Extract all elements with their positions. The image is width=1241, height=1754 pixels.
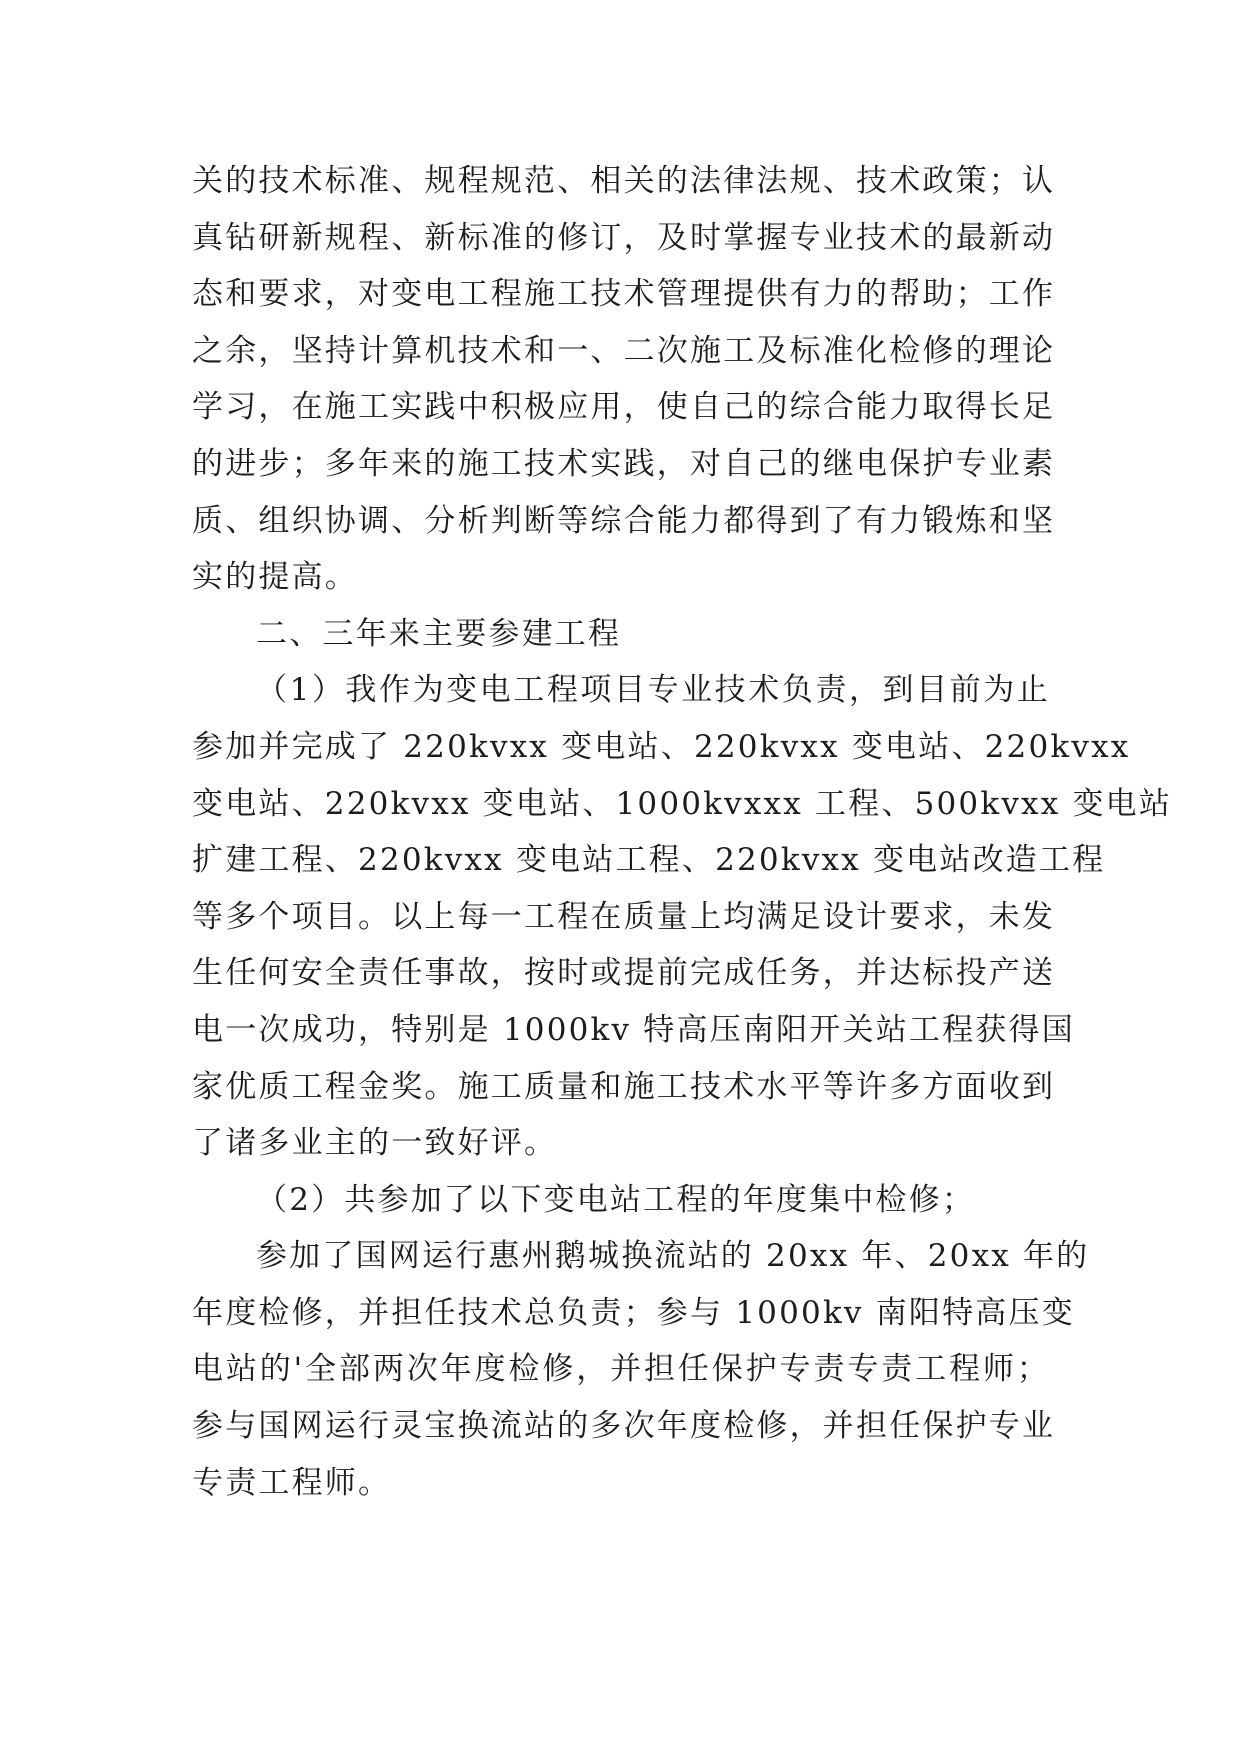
document-body xyxy=(192,153,1173,1511)
text-line: 关的技术标准、规程规范、相关的法律法规、技术政策；认 xyxy=(192,163,1056,199)
text-line: 变电站、220kvxx 变电站、1000kvxxx 工程、500kvxx 变电站 xyxy=(192,785,1173,822)
text-line: 参与国网运行灵宝换流站的多次年度检修，并担任保护专业 xyxy=(192,1408,1056,1445)
text-line: 态和要求，对变电工程施工技术管理提供有力的帮助；工作 xyxy=(192,276,1056,313)
text-line: 电站的'全部两次年度检修，并担任保护专责专责工程师； xyxy=(192,1351,1050,1388)
text-line: 的进步；多年来的施工技术实践，对自己的继电保护专业素 xyxy=(192,445,1056,482)
text-line: 专责工程师。 xyxy=(192,1464,392,1501)
text-line: （2）共参加了以下变电站工程的年度集中检修； xyxy=(256,1181,976,1218)
text-line: 等多个项目。以上每一工程在质量上均满足设计要求，未发 xyxy=(192,898,1056,935)
text-line: 真钻研新规程、新标准的修订，及时掌握专业技术的最新动 xyxy=(192,219,1056,256)
text-line: 二、三年来主要参建工程 xyxy=(256,615,622,652)
text-line: 扩建工程、220kvxx 变电站工程、220kvxx 变电站改造工程 xyxy=(192,842,1106,879)
text-line: 实的提高。 xyxy=(192,559,358,596)
text-line: 电一次成功，特别是 1000kv 特高压南阳开关站工程获得国 xyxy=(192,1011,1075,1048)
text-line: 之余，坚持计算机技术和一、二次施工及标准化检修的理论 xyxy=(192,332,1056,369)
text-line: （1）我作为变电工程项目专业技术负责，到目前为止 xyxy=(256,672,1050,709)
text-line: 参加了国网运行惠州鹅城换流站的 20xx 年、20xx 年的 xyxy=(256,1238,1090,1275)
text-line: 学习，在施工实践中积极应用，使自己的综合能力取得长足 xyxy=(192,389,1056,426)
text-line: 家优质工程金奖。施工质量和施工技术水平等许多方面收到 xyxy=(192,1068,1056,1105)
text-line: 年度检修，并担任技术总负责；参与 1000kv 南阳特高压变 xyxy=(192,1294,1075,1331)
text-line: 参加并完成了 220kvxx 变电站、220kvxx 变电站、220kvxx xyxy=(192,728,1131,765)
text-line: 生任何安全责任事故，按时或提前完成任务，并达标投产送 xyxy=(192,955,1056,992)
text-line: 了诸多业主的一致好评。 xyxy=(192,1125,558,1162)
text-line: 质、组织协调、分析判断等综合能力都得到了有力锻炼和坚 xyxy=(192,502,1056,539)
